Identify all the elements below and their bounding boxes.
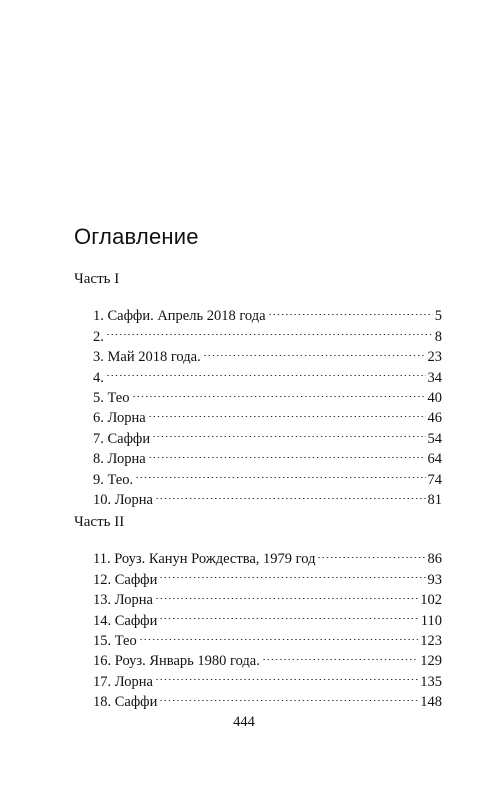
- toc-entry-page: 135: [420, 673, 442, 690]
- dot-leader: [106, 361, 426, 381]
- toc-entry-title: 9. Тео.: [93, 471, 134, 488]
- dot-leader: [159, 563, 425, 583]
- toc-entry: [93, 382, 442, 406]
- dot-leader: [139, 625, 419, 645]
- toc-entry-title: 12. Саффи: [93, 571, 158, 588]
- dot-leader: [159, 604, 418, 624]
- dot-leader: [132, 382, 426, 402]
- toc-entry-title: 7. Саффи: [93, 430, 151, 447]
- toc-entry: [93, 484, 442, 508]
- toc-entry: [93, 402, 442, 427]
- toc-entry-title: 11. Роуз. Канун Рождества, 1979 год: [93, 551, 316, 568]
- dot-leader: [148, 443, 426, 463]
- toc-entry-page: 64: [427, 451, 442, 468]
- toc-entry-title: 13. Лорна: [93, 592, 153, 609]
- toc-entry-page: 148: [420, 694, 442, 711]
- dot-leader: [155, 484, 426, 504]
- dot-leader: [148, 402, 426, 422]
- toc-entries-part-2: [93, 543, 442, 711]
- toc-entry-title: 10. Лорна: [93, 491, 153, 508]
- toc-entry: [93, 463, 442, 488]
- toc-entry-page: 102: [420, 592, 442, 609]
- toc-entries-part-1: [93, 300, 442, 508]
- dot-leader: [155, 584, 418, 604]
- toc-entry-page: 81: [427, 491, 442, 508]
- part-heading-1: Часть I: [74, 271, 120, 287]
- part-heading-2: Часть II: [74, 514, 125, 530]
- page-number: 444: [233, 714, 255, 730]
- toc-entry-page: 123: [420, 632, 442, 649]
- toc-entry: [93, 300, 442, 325]
- toc-entry-page: 93: [427, 571, 442, 588]
- toc-entry-page: 74: [427, 471, 442, 488]
- dot-leader: [159, 686, 418, 706]
- dot-leader: [268, 300, 433, 320]
- toc-entry-title: 2.: [93, 328, 104, 345]
- toc-entry-title: 3. Май 2018 года.: [93, 349, 201, 366]
- dot-leader: [203, 341, 426, 361]
- toc-entry: [93, 543, 442, 568]
- toc-entry-title: 16. Роуз. Январь 1980 года.: [93, 653, 260, 670]
- toc-entry: [93, 625, 442, 649]
- toc-entry-title: 15. Тео: [93, 632, 137, 649]
- toc-entry-title: 18. Саффи: [93, 694, 158, 711]
- toc-heading: Оглавление: [74, 224, 199, 249]
- toc-entry-page: 34: [427, 369, 442, 386]
- toc-entry-page: 46: [427, 410, 442, 427]
- toc-entry-page: 54: [427, 430, 442, 447]
- toc-entry-page: 110: [420, 612, 442, 629]
- toc-entry-page: 129: [420, 653, 442, 670]
- dot-leader: [262, 645, 418, 665]
- toc-entry-title: 5. Тео: [93, 389, 130, 406]
- toc-entry-page: 86: [427, 551, 442, 568]
- toc-entry: [93, 645, 442, 670]
- toc-entry: [93, 341, 442, 366]
- toc-entry: [93, 320, 442, 345]
- toc-entry-title: 14. Саффи: [93, 612, 158, 629]
- toc-entry: [93, 361, 442, 386]
- dot-leader: [317, 543, 425, 563]
- toc-entry-page: 5: [434, 308, 442, 325]
- toc-entry-title: 8. Лорна: [93, 451, 146, 468]
- toc-entry-page: 40: [427, 389, 442, 406]
- dot-leader: [106, 320, 433, 340]
- dot-leader: [135, 463, 425, 483]
- toc-entry-page: 23: [427, 349, 442, 366]
- toc-entry-title: 17. Лорна: [93, 673, 153, 690]
- toc-entry-page: 8: [434, 328, 442, 345]
- toc-entry-title: 1. Саффи. Апрель 2018 года: [93, 308, 266, 325]
- toc-entry-title: 4.: [93, 369, 104, 386]
- toc-entry-title: 6. Лорна: [93, 410, 146, 427]
- dot-leader: [155, 665, 418, 685]
- dot-leader: [152, 422, 425, 442]
